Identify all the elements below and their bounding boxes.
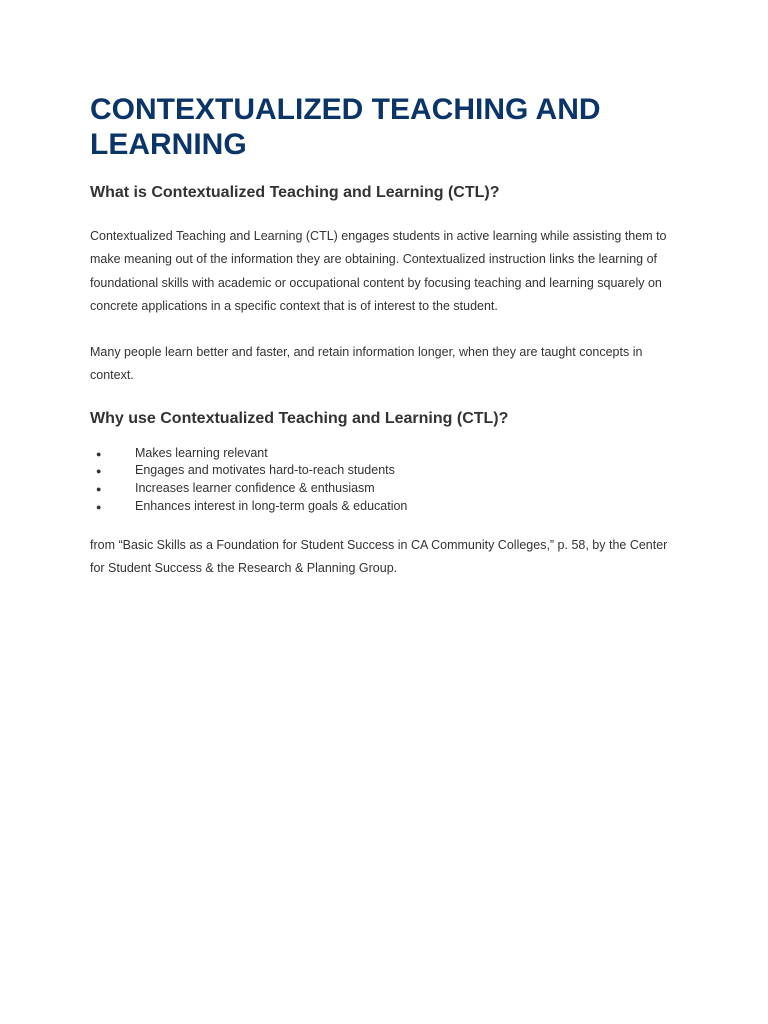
bullet-text: Engages and motivates hard-to-reach students xyxy=(135,463,395,478)
ctl-definition-paragraph: Contextualized Teaching and Learning (CTL) engages students in active learning while assisting them to make meaning out of the information they are obtaining. Contextualized instruction links the learning of foundational skills with academic or occupational content by focusing teaching and learning squarely on concrete applications in a specific context that is of interest to the student. xyxy=(90,229,667,313)
bullet-icon: ● xyxy=(96,466,102,477)
source-citation: from “Basic Skills as a Foundation for Student Success in CA Community Colleges,” p. 58, by the Center for Student Success & the Research & Planning Group. xyxy=(90,537,668,575)
bullet-item xyxy=(90,480,678,498)
ctl-benefit-paragraph: Many people learn better and faster, and retain information longer, when they are taught concepts in context. xyxy=(90,345,643,383)
bullet-text: Makes learning relevant xyxy=(135,445,268,460)
bullet-icon: ● xyxy=(96,448,102,459)
bullet-item xyxy=(90,498,678,516)
bullet-icon: ● xyxy=(96,484,102,495)
section-heading-what-is-ctl: What is Contextualized Teaching and Learning (CTL)? xyxy=(90,184,500,201)
bullet-text: Increases learner confidence & enthusiasm xyxy=(135,481,375,496)
reasons-bullet-list xyxy=(90,445,678,516)
bullet-text: Enhances interest in long-term goals & education xyxy=(135,498,408,513)
bullet-icon: ● xyxy=(96,501,102,512)
page-title: CONTEXTUALIZED TEACHING AND LEARNING xyxy=(90,93,601,161)
section-heading-why-use-ctl: Why use Contextualized Teaching and Learning (CTL)? xyxy=(90,409,509,427)
bullet-item xyxy=(90,445,678,463)
bullet-item xyxy=(90,462,678,480)
